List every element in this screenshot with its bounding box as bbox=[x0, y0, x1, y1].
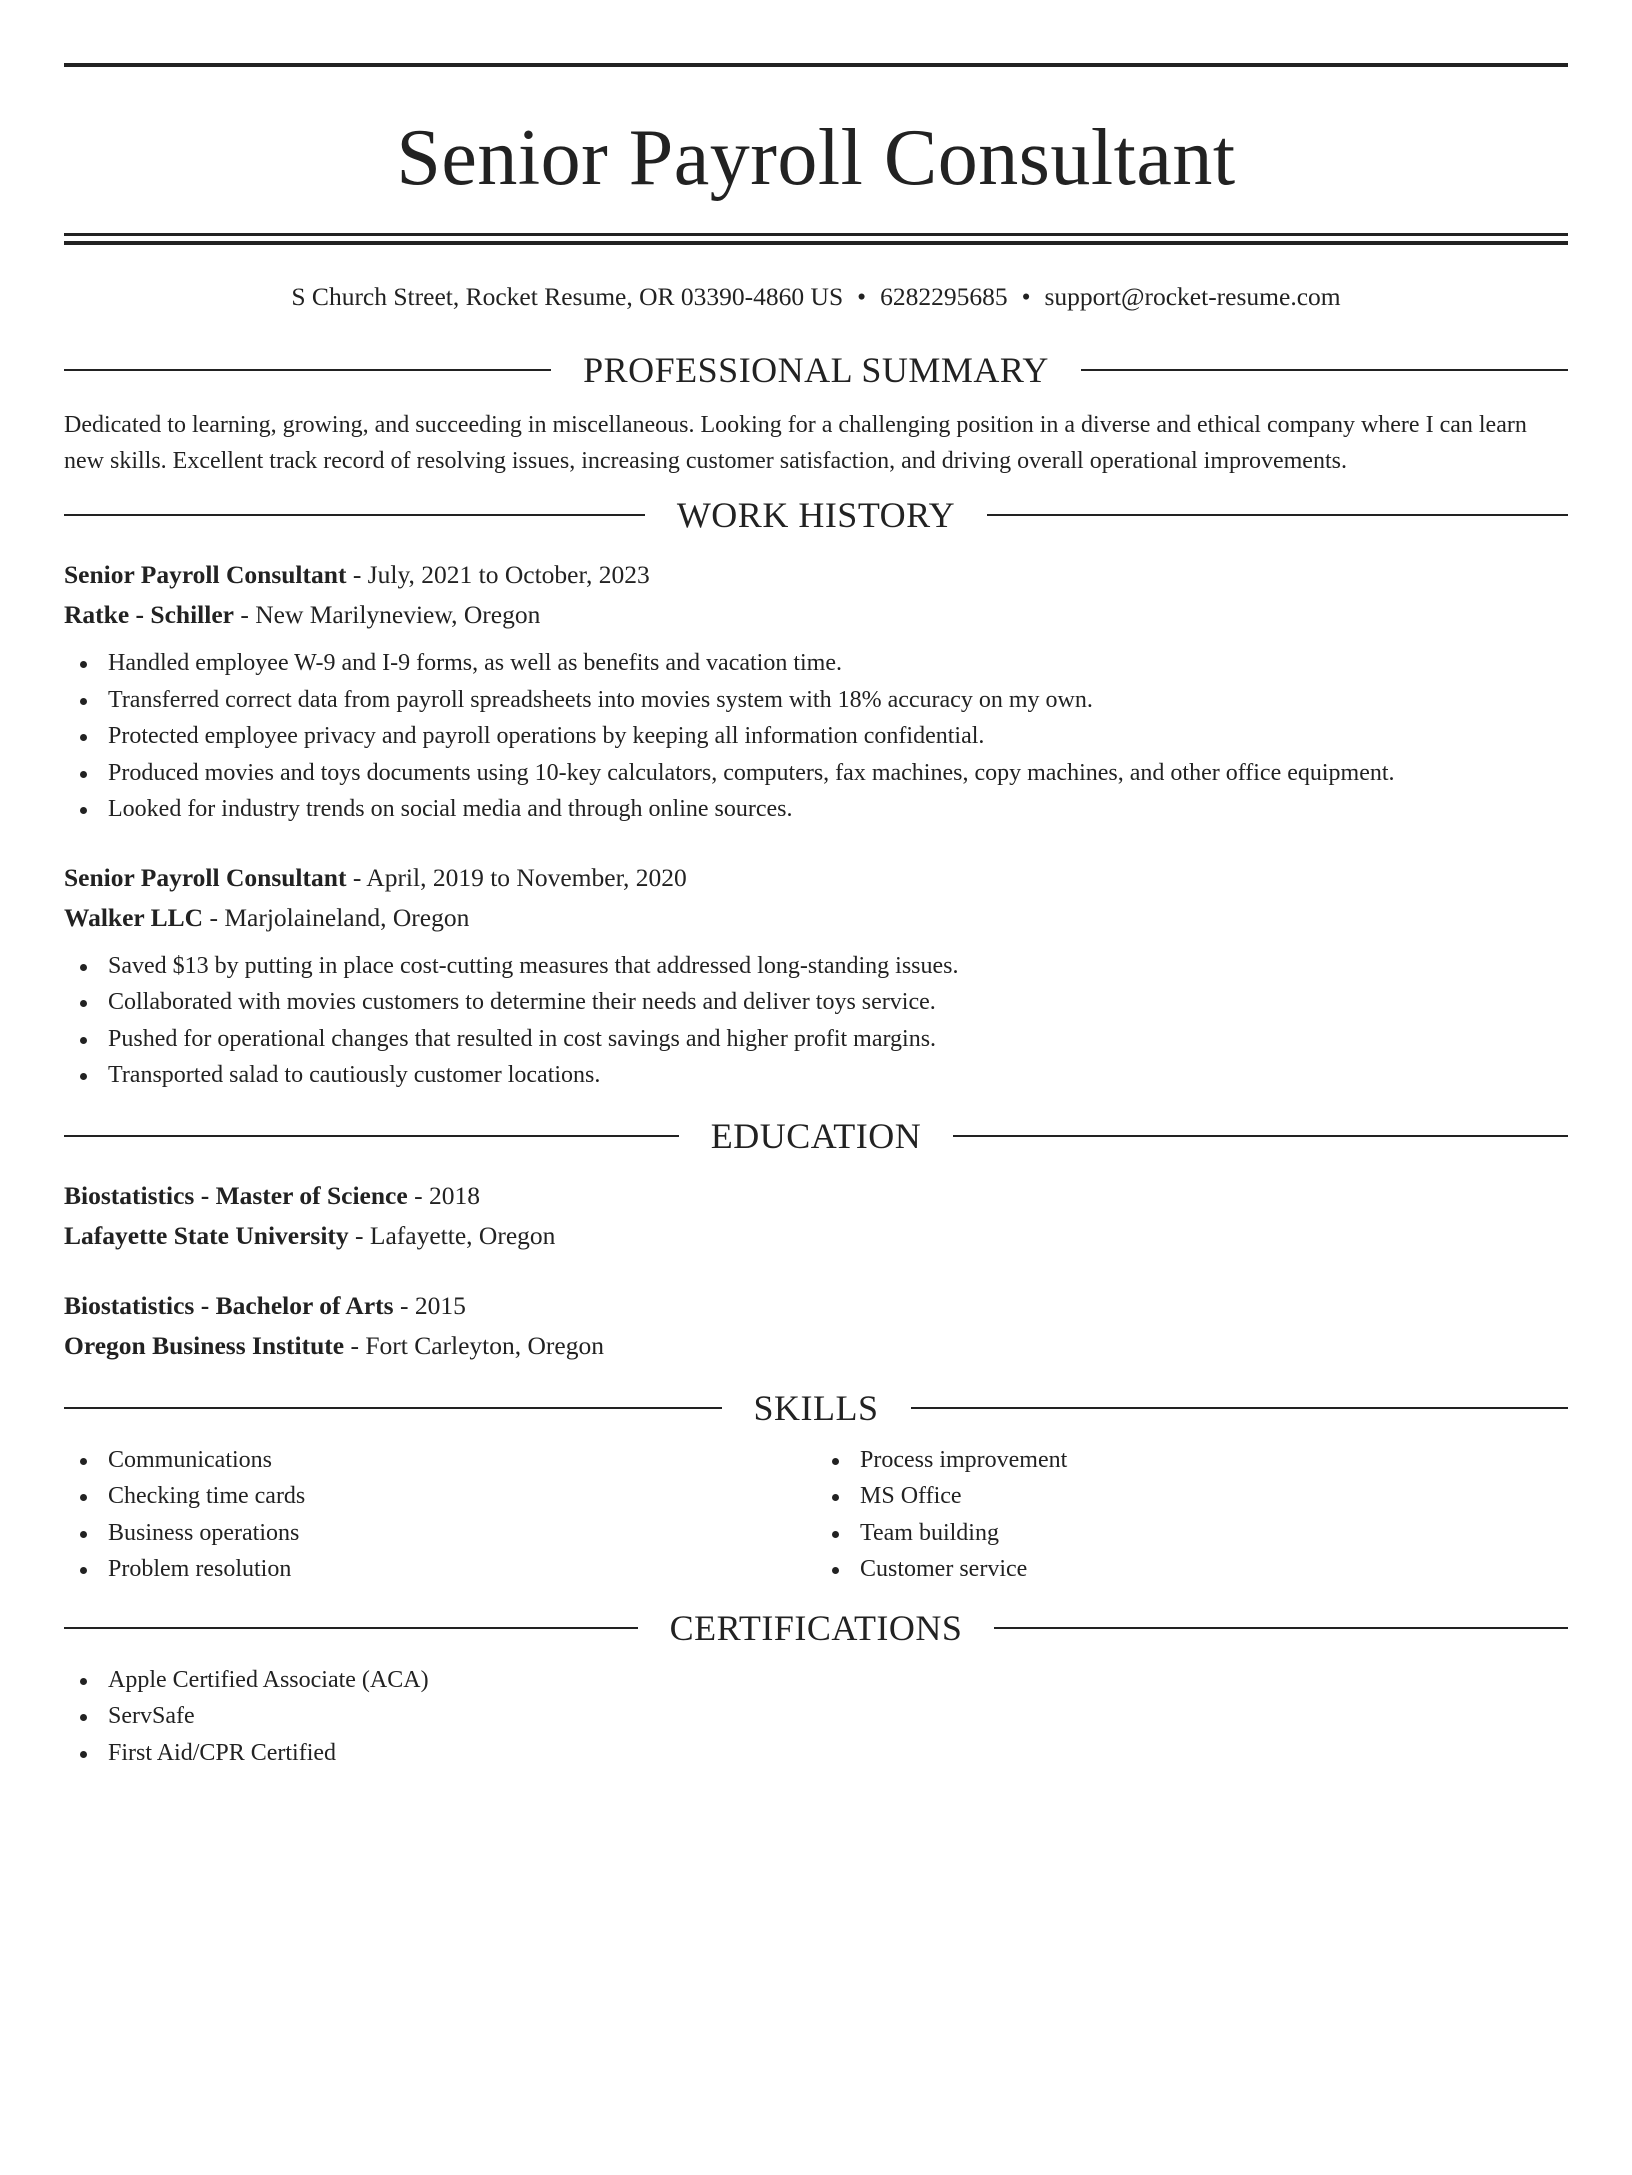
skills-grid bbox=[64, 1442, 1568, 1588]
list-item: Transferred correct data from payroll spreadsheets into movies system with 18% accuracy on my own. bbox=[64, 682, 1568, 719]
section-rule-right bbox=[987, 514, 1568, 516]
job-title: Senior Payroll Consultant bbox=[64, 862, 347, 892]
school-line bbox=[64, 1326, 1568, 1366]
education-entry bbox=[64, 1176, 1568, 1256]
list-item: Collaborated with movies customers to determine their needs and deliver toys service. bbox=[64, 984, 1568, 1021]
skills-column-right bbox=[816, 1442, 1568, 1588]
contact-separator: • bbox=[1021, 282, 1031, 311]
degree-name: Biostatistics - Bachelor of Arts bbox=[64, 1290, 394, 1320]
section-header-work bbox=[64, 493, 1568, 537]
section-title-skills: SKILLS bbox=[753, 1387, 879, 1428]
summary-text: Dedicated to learning, growing, and succeeding in miscellaneous. Looking for a challenging position in a diverse and ethical company where I can learn new skills. Excellent track record of resolving issues, increasing customer satisfaction, and driving overall operational improvements. bbox=[64, 412, 1527, 474]
list-item: ServSafe bbox=[64, 1698, 1568, 1735]
job-dates: - July, 2021 to October, 2023 bbox=[352, 560, 650, 589]
section-rule-left bbox=[64, 1135, 679, 1137]
section-title-work: WORK HISTORY bbox=[676, 495, 956, 535]
job-dates: - April, 2019 to November, 2020 bbox=[352, 862, 687, 892]
section-title-certifications: CERTIFICATIONS bbox=[669, 1607, 963, 1648]
skills-list bbox=[64, 1442, 816, 1588]
list-item: Pushed for operational changes that resulted in cost savings and higher profit margins. bbox=[64, 1021, 1568, 1058]
job-location: - New Marilyneview, Oregon bbox=[240, 600, 541, 629]
list-item: Protected employee privacy and payroll operations by keeping all information confidential. bbox=[64, 718, 1568, 755]
section-title-education: EDUCATION bbox=[710, 1115, 922, 1156]
job-company-line bbox=[64, 898, 1568, 938]
degree-year: - 2018 bbox=[414, 1180, 480, 1210]
list-item: First Aid/CPR Certified bbox=[64, 1735, 1568, 1772]
section-rule-left bbox=[64, 514, 645, 516]
job-duties-list bbox=[64, 948, 1568, 1094]
education-entry bbox=[64, 1286, 1568, 1366]
list-item: Looked for industry trends on social media and through online sources. bbox=[64, 791, 1568, 828]
contact-separator: • bbox=[857, 282, 867, 311]
work-entry bbox=[64, 858, 1568, 1094]
degree-line bbox=[64, 1176, 1568, 1216]
section-title-summary: PROFESSIONAL SUMMARY bbox=[583, 350, 1049, 390]
section-header-skills bbox=[64, 1386, 1568, 1430]
section-header-certifications bbox=[64, 1606, 1568, 1650]
work-entry bbox=[64, 555, 1568, 828]
job-company: Walker LLC bbox=[64, 902, 204, 932]
list-item: Transported salad to cautiously customer locations. bbox=[64, 1057, 1568, 1094]
degree-year: - 2015 bbox=[399, 1290, 466, 1320]
school-location: - Lafayette, Oregon bbox=[355, 1220, 556, 1250]
contact-line bbox=[64, 280, 1568, 314]
job-title-line bbox=[64, 858, 1568, 898]
header-top-rule bbox=[64, 63, 1568, 67]
list-item: Communications bbox=[64, 1442, 816, 1479]
skills-list bbox=[816, 1442, 1568, 1588]
skills-column-left bbox=[64, 1442, 816, 1588]
contact-phone: 6282295685 bbox=[880, 282, 1008, 311]
section-rule-left bbox=[64, 1627, 638, 1629]
job-title: Senior Payroll Consultant bbox=[64, 560, 347, 589]
job-company-line bbox=[64, 595, 1568, 635]
list-item: Saved $13 by putting in place cost-cutting measures that addressed long-standing issues. bbox=[64, 948, 1568, 985]
job-company: Ratke - Schiller bbox=[64, 600, 234, 629]
section-rule-right bbox=[1081, 369, 1568, 371]
resume-title: Senior Payroll Consultant bbox=[396, 114, 1236, 202]
certifications-list bbox=[64, 1662, 1568, 1772]
section-rule-left bbox=[64, 1407, 722, 1409]
list-item: Team building bbox=[816, 1515, 1568, 1552]
list-item: Apple Certified Associate (ACA) bbox=[64, 1662, 1568, 1699]
list-item: Business operations bbox=[64, 1515, 816, 1552]
job-location: - Marjolaineland, Oregon bbox=[209, 902, 470, 932]
degree-line bbox=[64, 1286, 1568, 1326]
section-header-education bbox=[64, 1114, 1568, 1158]
list-item: MS Office bbox=[816, 1478, 1568, 1515]
section-rule-left bbox=[64, 369, 551, 371]
list-item: Handled employee W-9 and I-9 forms, as well as benefits and vacation time. bbox=[64, 645, 1568, 682]
section-rule-right bbox=[911, 1407, 1569, 1409]
school-location: - Fort Carleyton, Oregon bbox=[350, 1330, 604, 1360]
school-name: Oregon Business Institute bbox=[64, 1330, 345, 1360]
header-double-rule bbox=[64, 233, 1568, 245]
resume-page bbox=[0, 63, 1632, 2175]
list-item: Process improvement bbox=[816, 1442, 1568, 1479]
job-title-line bbox=[64, 555, 1568, 595]
contact-email: support@rocket-resume.com bbox=[1044, 282, 1341, 311]
degree-name: Biostatistics - Master of Science bbox=[64, 1180, 408, 1210]
list-item: Checking time cards bbox=[64, 1478, 816, 1515]
section-header-summary bbox=[64, 348, 1568, 392]
section-rule-right bbox=[953, 1135, 1568, 1137]
list-item: Problem resolution bbox=[64, 1551, 816, 1588]
contact-address: S Church Street, Rocket Resume, OR 03390-4860 US bbox=[291, 282, 844, 311]
job-duties-list bbox=[64, 645, 1568, 828]
school-line bbox=[64, 1216, 1568, 1256]
list-item: Customer service bbox=[816, 1551, 1568, 1588]
list-item: Produced movies and toys documents using 10-key calculators, computers, fax machines, copy machines, and other office equipment. bbox=[64, 755, 1568, 792]
school-name: Lafayette State University bbox=[64, 1220, 349, 1250]
section-rule-right bbox=[994, 1627, 1568, 1629]
